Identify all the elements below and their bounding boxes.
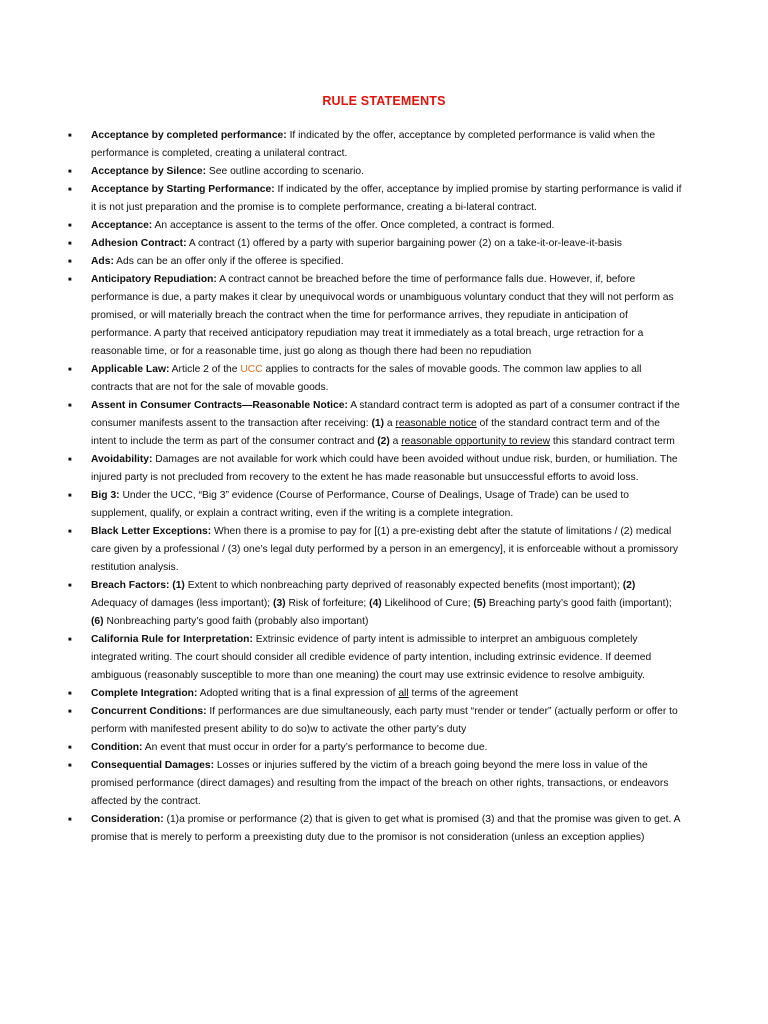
bullet-icon: ■ xyxy=(68,187,72,193)
rule-text: A standard contract term is adopted as part of a consumer contract if the consumer manifests assent to the transaction after receiving: xyxy=(91,400,680,429)
bullet-icon: ■ xyxy=(68,259,72,265)
rule-term: Big 3: xyxy=(91,490,120,501)
list-item xyxy=(0,397,768,451)
enumerator: (3) xyxy=(273,598,286,609)
list-item xyxy=(0,181,768,217)
enumerator: (4) xyxy=(369,598,382,609)
list-item xyxy=(0,235,768,253)
enumerator: (1) xyxy=(371,418,385,429)
rule-text: Likelihood of Cure; xyxy=(381,598,474,609)
enumerator: (2) xyxy=(377,436,390,447)
rule-text: Damages are not available for work which could have been avoided without undue risk, burden, or humiliation. The injured party is not precluded from recovery to the extent he has made reasonable but unsuccessful efforts to avoid loss. xyxy=(91,454,678,483)
bullet-icon: ■ xyxy=(68,817,72,823)
bullet-icon: ■ xyxy=(68,223,72,229)
bullet-icon: ■ xyxy=(68,457,72,463)
list-item xyxy=(0,577,768,631)
rule-term: Ads: xyxy=(91,256,114,267)
underlined-phrase: all xyxy=(398,688,409,699)
list-item xyxy=(0,127,768,163)
rule-text: applies to contracts for the sales of movable goods. The common law applies to all contracts that are not for the sale of movable goods. xyxy=(91,364,642,393)
rule-text: A contract (1) offered by a party with superior bargaining power (2) on a take-it-or-leave-it-basis xyxy=(186,238,622,249)
rule-term: Condition: xyxy=(91,742,143,753)
rule-text: When there is a promise to pay for [(1) a pre-existing debt after the statute of limitations / (2) medical care given by a professional / (3) one’s legal duty performed by a person in an emergency], it is enforceable without a promissory restitution analysis. xyxy=(91,526,679,573)
bullet-icon: ■ xyxy=(68,529,72,535)
rule-text: Ads can be an offer only if the offeree is specified. xyxy=(113,256,344,267)
rule-text: Risk of forfeiture; xyxy=(285,598,370,609)
rule-text: Extrinsic evidence of party intent is admissible to interpret an ambiguous completely integrated writing. The court should consider all credible evidence of party intention, including extrinsic evidence. If deemed ambiguous (reasonably susceptible to more than one meaning) the court may use extrinsic evidence to resolve ambiguity. xyxy=(91,634,652,681)
rule-term: Consideration: xyxy=(91,814,164,825)
rule-text: See outline according to scenario. xyxy=(206,166,365,177)
list-item xyxy=(0,253,768,271)
rule-text: a xyxy=(384,418,396,429)
bullet-icon: ■ xyxy=(68,709,72,715)
rule-term: Complete Integration: xyxy=(91,688,198,699)
bullet-icon: ■ xyxy=(68,367,72,373)
list-item xyxy=(0,271,768,361)
list-item xyxy=(0,703,768,739)
rule-text: If indicated by the offer, acceptance by completed performance is valid when the performance is completed, creating a unilateral contract. xyxy=(91,130,656,159)
rule-term: California Rule for Interpretation: xyxy=(91,634,253,645)
rule-text: An event that must occur in order for a party’s performance to become due. xyxy=(142,742,488,753)
rule-term: Consequential Damages: xyxy=(91,760,215,771)
rule-text: If performances are due simultaneously, each party must “render or tender” (actually perform or offer to perform with manifested present ability to do so)w to activate the other party’s duty xyxy=(91,706,678,735)
list-item xyxy=(0,811,768,847)
list-item xyxy=(0,739,768,757)
rule-list xyxy=(0,127,768,847)
list-item xyxy=(0,757,768,811)
rule-text: Under the UCC, “Big 3” evidence (Course of Performance, Course of Dealings, Usage of Trade) can be used to supplement, qualify, or explain a contract writing, even if the writing is a complete integration. xyxy=(91,490,629,519)
bullet-icon: ■ xyxy=(68,133,72,139)
bullet-icon: ■ xyxy=(68,277,72,283)
enumerator: (6) xyxy=(91,616,104,627)
list-item xyxy=(0,523,768,577)
list-item xyxy=(0,685,768,703)
rule-term: Black Letter Exceptions: xyxy=(91,526,212,537)
rule-term: Breach Factors: xyxy=(91,580,170,591)
rule-term: Acceptance by completed performance: xyxy=(91,130,287,141)
underlined-phrase: reasonable notice xyxy=(395,418,477,429)
rule-text: a xyxy=(389,436,402,447)
rule-text: this standard contract term xyxy=(550,436,675,447)
rule-term: Anticipatory Repudiation: xyxy=(91,274,217,285)
list-item xyxy=(0,487,768,523)
rule-text: Nonbreaching party’s good faith (probably also important) xyxy=(103,616,369,627)
list-item xyxy=(0,361,768,397)
rule-term: Acceptance by Silence: xyxy=(91,166,207,177)
bullet-icon: ■ xyxy=(68,403,72,409)
bullet-icon: ■ xyxy=(68,637,72,643)
list-item xyxy=(0,217,768,235)
bullet-icon: ■ xyxy=(68,493,72,499)
rule-text: An acceptance is assent to the terms of the offer. Once completed, a contract is formed. xyxy=(152,220,555,231)
rule-text: Adopted writing that is a final expression of xyxy=(197,688,399,699)
rule-text: Losses or injuries suffered by the victim of a breach going beyond the mere loss in value of the promised performance (direct damages) and resulting from the impact of the breach on other rights, transactions, or endeavors affected by the contract. xyxy=(91,760,669,807)
bullet-icon: ■ xyxy=(68,691,72,697)
rule-text: Article 2 of the xyxy=(169,364,241,375)
list-item xyxy=(0,451,768,487)
list-item xyxy=(0,163,768,181)
rule-term: Applicable Law: xyxy=(91,364,170,375)
rule-term: Acceptance by Starting Performance: xyxy=(91,184,275,195)
rule-text: terms of the agreement xyxy=(408,688,518,699)
bullet-icon: ■ xyxy=(68,745,72,751)
enumerator: (2) xyxy=(622,580,636,591)
bullet-icon: ■ xyxy=(68,241,72,247)
enumerator: (5) xyxy=(473,598,486,609)
rule-text: of the standard contract term and of the intent to include the term as part of the consumer contract and xyxy=(91,418,660,447)
rule-text: (1)a promise or performance (2) that is given to get what is promised (3) and that the promise was given to get. A promise that is merely to perform a preexisting duty due to the promisor is not consideration (unless an exception applies) xyxy=(91,814,680,843)
rule-term: Concurrent Conditions: xyxy=(91,706,207,717)
enumerator: (1) xyxy=(172,580,185,591)
ucc-link[interactable]: UCC xyxy=(240,364,263,375)
page-title: RULE STATEMENTS xyxy=(322,94,446,108)
bullet-icon: ■ xyxy=(68,763,72,769)
rule-text: If indicated by the offer, acceptance by implied promise by starting performance is valid if it is not just preparation and the promise is to complete performance, creating a bi-lateral contract. xyxy=(91,184,682,213)
rule-term: Avoidability: xyxy=(91,454,153,465)
bullet-icon: ■ xyxy=(68,169,72,175)
rule-text: A contract cannot be breached before the time of performance falls due. However, if, before performance is due, a party makes it clear by unequivocal words or unambiguous voluntary conduct that they will not perform as promised, or will materially breach the contract when the time for performance arrives, they repudiate in anticipation of performance. A party that received anticipatory repudiation may treat it immediately as a total breach, urge retraction for a reasonable time, or for a reasonable time, just go along as though there had been no repudiation xyxy=(91,274,674,357)
rule-text: Breaching party’s good faith (important); xyxy=(485,598,672,609)
rule-term: Acceptance: xyxy=(91,220,153,231)
rule-term: Assent in Consumer Contracts—Reasonable Notice: xyxy=(91,400,348,411)
rule-text: Extent to which nonbreaching party deprived of reasonably expected benefits (most important); xyxy=(184,580,623,591)
bullet-icon: ■ xyxy=(68,583,72,589)
list-item xyxy=(0,631,768,685)
rule-text: Adequacy of damages (less important); xyxy=(91,598,274,609)
underlined-phrase: reasonable opportunity to review xyxy=(401,436,551,447)
rule-term: Adhesion Contract: xyxy=(91,238,187,249)
